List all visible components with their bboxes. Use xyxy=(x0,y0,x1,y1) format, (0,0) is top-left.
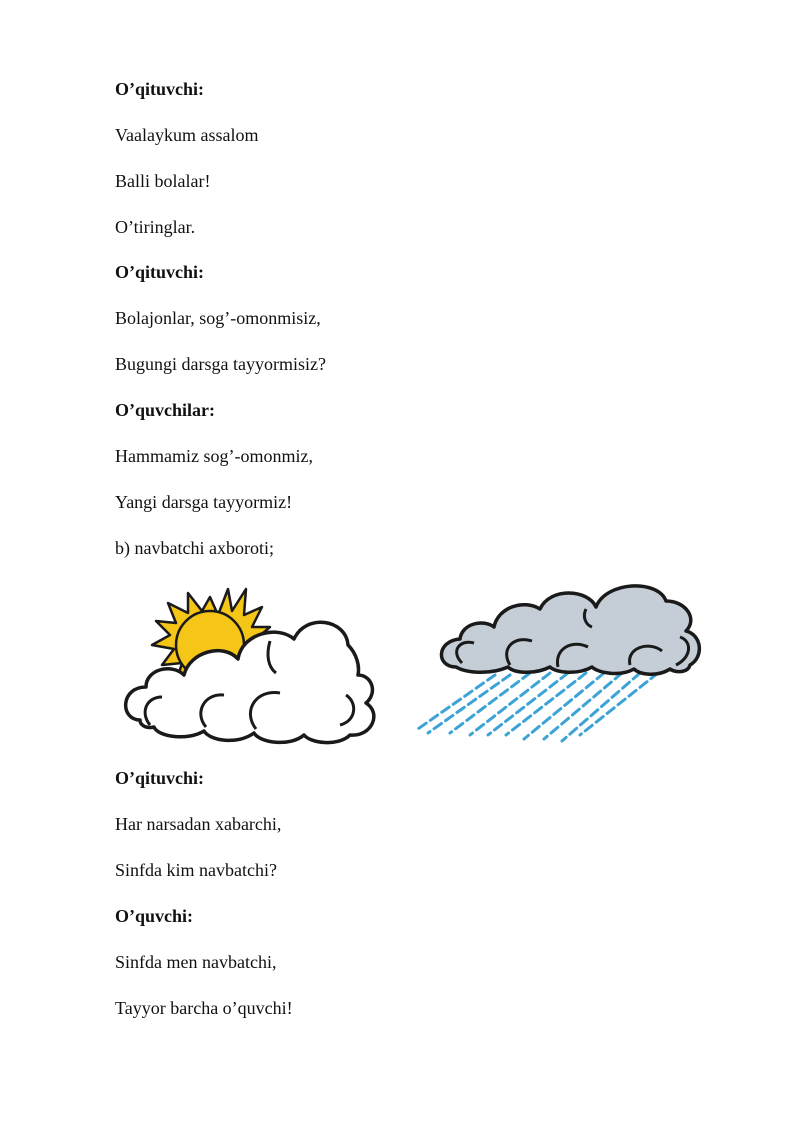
speaker-pupil: O’quvchi: xyxy=(115,906,194,926)
speaker-teacher-2: O’qituvchi: xyxy=(115,262,205,282)
gray-cloud-icon xyxy=(441,586,699,674)
pupil-line-2: Tayyor barcha o’quvchi! xyxy=(115,998,293,1018)
weather-illustrations xyxy=(110,575,710,750)
pupil-line-1: Sinfda men navbatchi, xyxy=(115,952,277,972)
pupils-line-1: Hammamiz sog’-omonmiz, xyxy=(115,446,313,466)
rain-drops xyxy=(415,673,658,741)
pupils-line-2: Yangi darsga tayyormiz! xyxy=(115,492,293,512)
teacher-line-5: Bugungi darsga tayyormisiz? xyxy=(115,354,326,374)
teacher-line-2: Balli bolalar! xyxy=(115,171,211,191)
speaker-teacher-3: O’qituvchi: xyxy=(115,768,205,788)
section-heading: b) navbatchi axboroti; xyxy=(115,538,274,558)
speaker-pupils: O’quvchilar: xyxy=(115,400,216,420)
sun-behind-cloud-icon xyxy=(126,589,374,743)
teacher-line-3: O’tiringlar. xyxy=(115,217,196,237)
rain-cloud-icon xyxy=(415,586,699,741)
teacher-line-4: Bolajonlar, sog’-omonmisiz, xyxy=(115,308,321,328)
speaker-teacher-1: O’qituvchi: xyxy=(115,79,205,99)
teacher-line-7: Sinfda kim navbatchi? xyxy=(115,860,277,880)
teacher-line-1: Vaalaykum assalom xyxy=(115,125,259,145)
teacher-line-6: Har narsadan xabarchi, xyxy=(115,814,282,834)
